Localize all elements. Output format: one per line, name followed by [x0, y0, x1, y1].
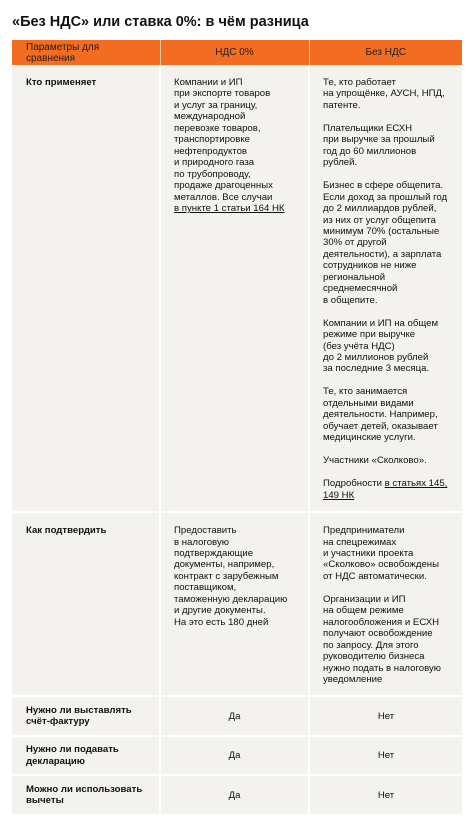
param-how-confirm: Как подтвердить	[12, 512, 160, 696]
list-item: Бизнес в сфере общепита. Если доход за прошлый год до 2 миллиардов рублей, из них от услуг общепита минимум 70% (остальные 30% от другой деятельности), а зарплата сотрудников не ниже региональной среднемесячной в общепите.	[323, 180, 448, 306]
table-row	[12, 512, 462, 696]
article-164-link[interactable]: в пункте 1 статьи 164 НК	[174, 202, 285, 214]
table-row	[12, 736, 462, 775]
cell-confirm-nds0: Предоставить в налоговую подтверждающие документы, например, контракт с зарубежным поставщиком, таможенную декларацию и другие документы. На это есть 180 дней	[160, 512, 309, 696]
details-prefix: Подробности	[323, 478, 385, 490]
param-who-applies: Кто применяет	[12, 65, 160, 512]
table-header-row	[12, 40, 462, 65]
list-item: Те, кто занимается отдельными видами деятельности. Например, обучает детей, оказывает медицинские услуги.	[323, 386, 438, 444]
list-item: Организации и ИП на общем режиме налогообложения и ЕСХН получают освобождение по запросу. Для этого руководителю бизнеса нужно подать в налоговую уведомление	[323, 593, 441, 685]
header-nds-0: НДС 0%	[160, 40, 309, 65]
param-invoice: Нужно ли выставлять счёт-фактуру	[12, 696, 160, 736]
table-row	[12, 65, 462, 512]
cell-who-nds0	[160, 65, 309, 512]
cell-declaration-no-nds: Нет	[309, 736, 462, 775]
cell-confirm-no-nds	[309, 512, 462, 696]
cell-deductions-no-nds: Нет	[309, 775, 462, 815]
table-row	[12, 696, 462, 736]
page-title: «Без НДС» или ставка 0%: в чём разница	[12, 14, 309, 30]
header-no-nds: Без НДС	[309, 40, 462, 65]
cell-invoice-no-nds: Нет	[309, 696, 462, 736]
list-item: Участники «Сколково».	[323, 455, 427, 467]
param-declaration: Нужно ли подавать декларацию	[12, 736, 160, 775]
cell-deductions-nds0: Да	[160, 775, 309, 815]
cell-invoice-nds0: Да	[160, 696, 309, 736]
list-item: Предприниматели на спецрежимах и участники проекта «Сколково» освобождены от НДС автоматически.	[323, 525, 439, 582]
table-row	[12, 775, 462, 815]
param-deductions: Можно ли использовать вычеты	[12, 775, 160, 815]
comparison-table	[12, 40, 462, 816]
articles-149-link[interactable]: 149 НК	[323, 489, 355, 501]
details-line	[323, 478, 452, 501]
header-params: Параметры для сравнения	[12, 40, 160, 65]
articles-145-link[interactable]: в статьях 145,	[384, 478, 448, 490]
list-item: Плательщики ЕСХН при выручке за прошлый год до 60 миллионов рублей.	[323, 122, 435, 169]
cell-who-no-nds	[309, 65, 462, 512]
cell-declaration-nds0: Да	[160, 736, 309, 775]
list-item: Компании и ИП на общем режиме при выручке (без учёта НДС) до 2 миллионов рублей за последние 3 месяца.	[323, 317, 439, 375]
list-item: Те, кто работает на упрощёнке, АУСН, НПД, патенте.	[323, 77, 445, 111]
who-nds0-text: Компании и ИП при экспорте товаров и услуг за границу, международной перевозке товаров, транспортировке нефтепродуктов и природного газа по трубопроводу, продаже драгоценных металлов. Все случаи	[174, 77, 273, 203]
